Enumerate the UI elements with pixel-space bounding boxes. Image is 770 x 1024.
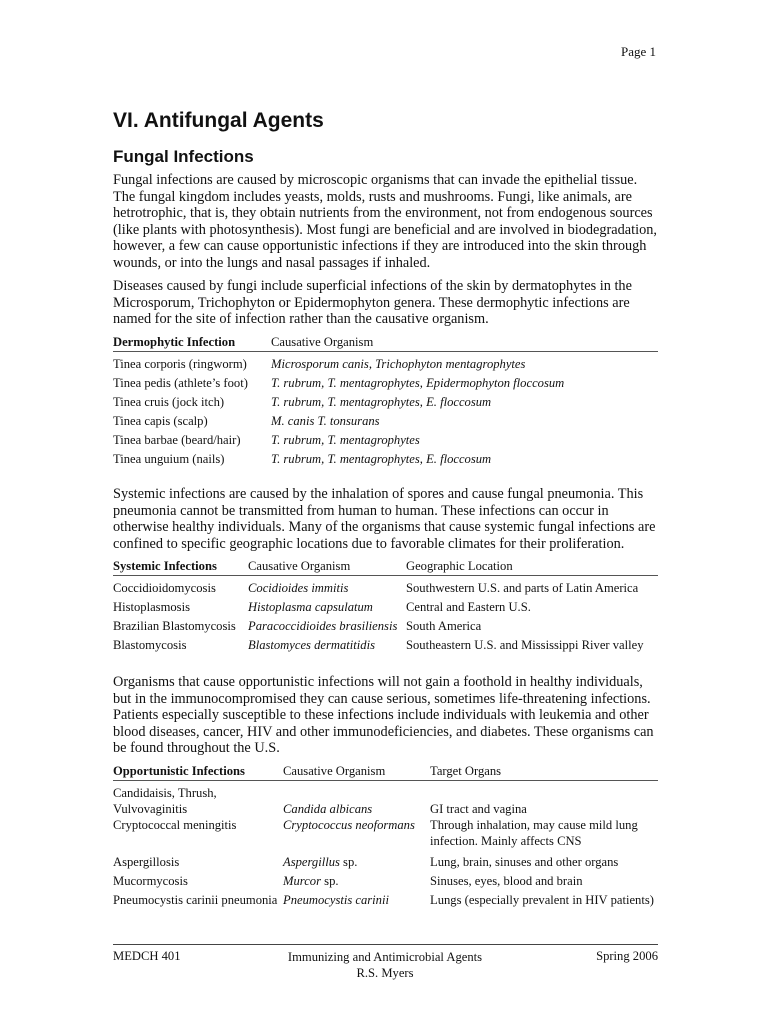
table-cell: Mucormycosis [113,874,188,888]
table-header: Systemic Infections [113,558,248,576]
table-cell: Tinea unguium (nails) [113,452,225,466]
table-header: Causative Organism [283,763,430,781]
systemic-table [113,558,658,656]
table-row [113,817,658,854]
organism-name: Candida albicans [283,802,373,816]
table-cell: Pneumocystis carinii pneumonia [113,893,278,907]
table-cell: Microsporum canis, Trichophyton mentagrophytes [271,357,526,371]
organism-name: Murcor [283,874,322,888]
cell-line: Through inhalation, may cause mild lung [430,818,638,832]
table-cell [283,873,430,892]
footer-course: MEDCH 401 [113,949,181,963]
table-cell: Histoplasma capsulatum [248,600,373,614]
organism-name: Pneumocystis carinii [283,893,389,907]
table-header: Causative Organism [271,334,658,352]
table-cell: Tinea cruis (jock itch) [113,395,225,409]
table-row [113,599,658,618]
cell-line: infection. Mainly affects CNS [430,834,582,848]
table-header: Dermophytic Infection [113,334,271,352]
organism-name: Cryptococcus neoformans [283,818,415,832]
footer-center [230,949,540,981]
table-row [113,854,658,873]
footer-subject: Immunizing and Antimicrobial Agents [287,950,483,964]
footer-author: R.S. Myers [356,966,414,980]
table-row [113,576,658,600]
table-header: Opportunistic Infections [113,763,283,781]
table-row [113,637,658,656]
table-row [113,432,658,451]
table-cell: Lungs (especially prevalent in HIV patients) [430,893,654,907]
opportunistic-table [113,763,658,911]
table-row [113,892,658,911]
page-number: Page 1 [621,44,657,59]
table-row [113,873,658,892]
table-row [113,451,658,470]
table-cell: T. rubrum, T. mentagrophytes, E. floccosum [271,395,492,409]
table-header: Causative Organism [248,558,406,576]
footer-term: Spring 2006 [596,949,658,963]
table-cell: Histoplasmosis [113,600,190,614]
table-row [113,375,658,394]
table-cell: Southeastern U.S. and Mississippi River valley [406,638,644,652]
section-heading: Fungal Infections [113,147,254,166]
table-header: Target Organs [430,763,658,781]
table-row [113,618,658,637]
organism-suffix: sp. [321,874,339,888]
table-cell: T. rubrum, T. mentagrophytes, E. floccosum [271,452,492,466]
table-cell [430,781,658,818]
table-cell [283,854,430,873]
opportunistic-paragraph: Organisms that cause opportunistic infections will not gain a foothold in healthy individuals, but in the immunocompromised they can cause serious, sometimes life-threatening infections. Patients especially susceptible to these infections include individuals with leukemia and other blood diseases, cancer, HIV and other immunodeficiencies, and diabetes. These organisms can be found throughout the U.S. [113,674,654,757]
table-header: Geographic Location [406,558,658,576]
table-cell: South America [406,619,482,633]
dermophytic-table [113,334,658,470]
table-cell: Tinea corporis (ringworm) [113,357,247,371]
table-cell: T. rubrum, T. mentagrophytes, Epidermophyton floccosum [271,376,565,390]
table-cell: Blastomyces dermatitidis [248,638,375,652]
organism-suffix: sp. [339,855,358,869]
intro-paragraph: Fungal infections are caused by microscopic organisms that can invade the epithelial tissue. The fungal kingdom includes yeasts, molds, rusts and mushrooms. Fungi, like animals, are hetrotrophic, that is, they obtain nutrients from the environment, not from endogenous sources (like plants with photosynthesis). Most fungi are beneficial and are involved in biodegradation, however, a few can cause opportunistic infections if they are introduced into the skin through wounds, or into the lungs and nasal passages if inhaled. [113,172,657,271]
table-cell: Central and Eastern U.S. [406,600,531,614]
table-row [113,781,658,818]
chapter-title: VI. Antifungal Agents [113,109,324,132]
table-cell: Cocidioides immitis [248,581,349,595]
table-row [113,394,658,413]
table-cell: Coccidioidomycosis [113,581,216,595]
table-cell: Cryptococcal meningitis [113,818,237,832]
table-cell: Blastomycosis [113,638,187,652]
table-cell: Lung, brain, sinuses and other organs [430,855,619,869]
systemic-paragraph: Systemic infections are caused by the inhalation of spores and cause fungal pneumonia. This pneumonia cannot be transmitted from human to human. These infections can occur in otherwise healthy individuals. Many of the organisms that cause systemic fungal infections are confined to specific geographic locations due to favorable climates for their proliferation. [113,486,656,552]
cell-line: GI tract and vagina [430,802,527,816]
dermatophyte-paragraph: Diseases caused by fungi include superficial infections of the skin by dermatophytes in the Microsporum, Trichophyton or Epidermophyton genera. These dermophytic infections are named for the site of infection rather than the causative organism. [113,278,632,328]
table-cell: M. canis T. tonsurans [271,414,380,428]
table-cell: Southwestern U.S. and parts of Latin America [406,581,639,595]
organism-name: Aspergillus [283,855,340,869]
table-cell [113,781,283,818]
cell-line: Vulvovaginitis [113,802,188,816]
footer-divider [113,944,658,945]
table-cell: Paracoccidioides brasiliensis [248,619,398,633]
table-cell [283,817,430,854]
table-cell: Tinea capis (scalp) [113,414,208,428]
table-cell: Tinea barbae (beard/hair) [113,433,241,447]
table-cell: Brazilian Blastomycosis [113,619,236,633]
table-cell: T. rubrum, T. mentagrophytes [271,433,420,447]
table-cell [283,892,430,911]
table-cell [283,781,430,818]
cell-line: Candidaisis, Thrush, [113,786,217,800]
table-row [113,352,658,376]
table-row [113,413,658,432]
table-cell [430,817,658,854]
table-cell: Aspergillosis [113,855,180,869]
table-cell: Sinuses, eyes, blood and brain [430,874,583,888]
table-cell: Tinea pedis (athlete’s foot) [113,376,248,390]
